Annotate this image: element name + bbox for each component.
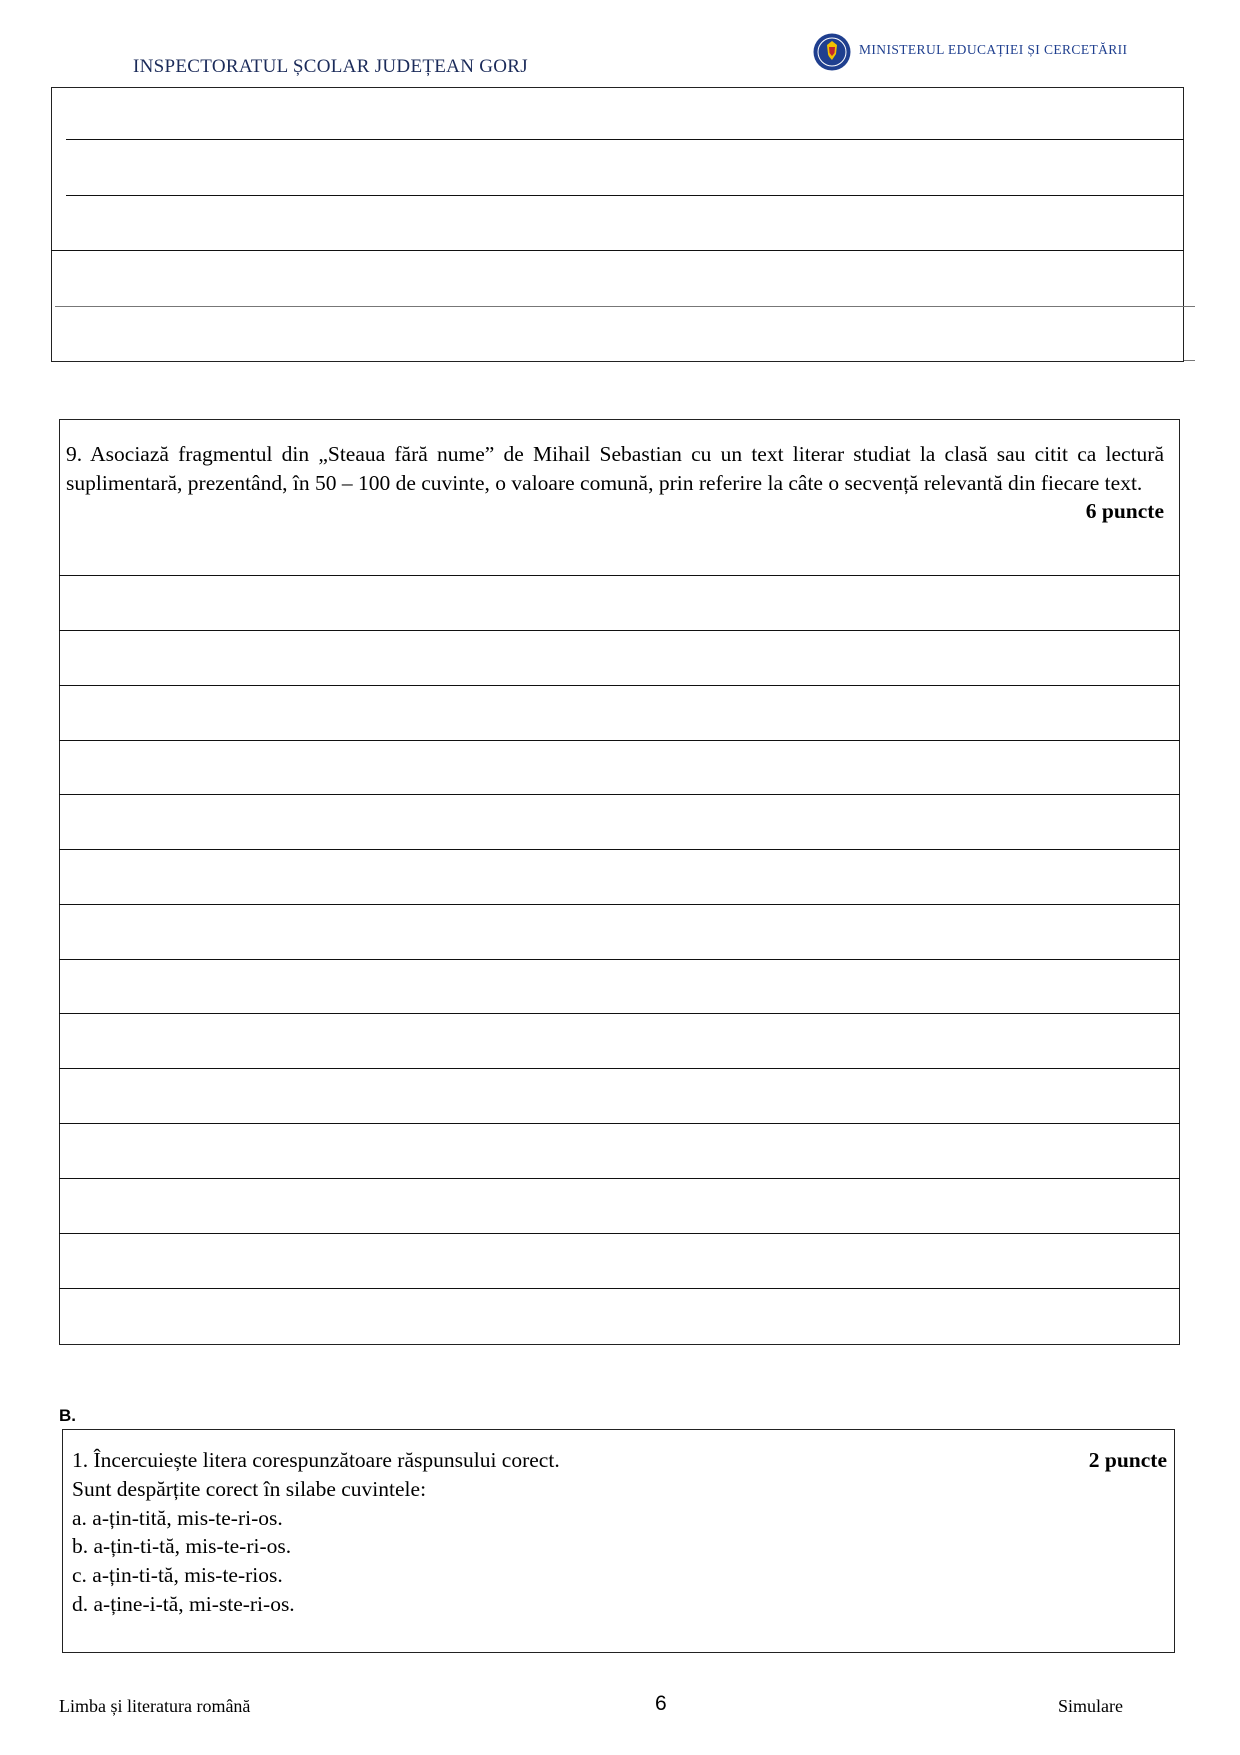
answer-line: [59, 685, 1180, 686]
answer-line: [55, 306, 1195, 307]
answer-option-a[interactable]: a. a-țin-tită, mis-te-ri-os.: [72, 1505, 283, 1530]
answer-line: [59, 1123, 1180, 1124]
answer-line: [59, 740, 1180, 741]
answer-line: [59, 959, 1180, 960]
answer-line: [66, 139, 1184, 140]
section-b-label: B.: [59, 1406, 76, 1425]
answer-option-b[interactable]: b. a-țin-ti-tă, mis-te-ri-os.: [72, 1534, 292, 1559]
answer-line: [59, 1233, 1180, 1234]
answer-line: [59, 1013, 1180, 1014]
answer-box-top: [51, 87, 1184, 362]
answer-line: [59, 575, 1180, 576]
header-inspectorate-title: INSPECTORATUL ȘCOLAR JUDEȚEAN GORJ: [133, 56, 528, 77]
question-9-points: 6 puncte: [1085, 499, 1164, 523]
answer-line: [1184, 360, 1195, 361]
answer-line: [59, 1068, 1180, 1069]
question-b1-content: [72, 1446, 1167, 1619]
coat-of-arms-icon: [812, 32, 852, 72]
question-9-text: [66, 440, 1164, 526]
answer-line: [59, 794, 1180, 795]
answer-option-d[interactable]: d. a-ține-i-tă, mi-ste-ri-os.: [72, 1591, 295, 1616]
answer-line: [59, 1178, 1180, 1179]
footer-page-number: 6: [655, 1692, 667, 1715]
footer-exam-type: Simulare: [1058, 1696, 1123, 1716]
question-9-statement: 9. Asociază fragmentul din „Steaua fără nume” de Mihail Sebastian cu un text literar studiat la clasă sau citit ca lectură suplimentară, prezentând, în 50 – 100 de cuvinte, o valoare comună, prin referire la câte o secvență relevantă din fiecare text.: [66, 442, 1164, 495]
answer-option-c[interactable]: c. a-țin-ti-tă, mis-te-rios.: [72, 1563, 283, 1588]
question-b1-prompt: Sunt despărțite corect în silabe cuvintele:: [72, 1476, 427, 1501]
question-b1-title: 1. Încercuiește litera corespunzătoare răspunsului corect.: [72, 1448, 560, 1472]
answer-line: [59, 630, 1180, 631]
answer-line: [59, 904, 1180, 905]
answer-line: [59, 1288, 1180, 1289]
answer-line: [59, 849, 1180, 850]
question-9-box: [59, 419, 1180, 1345]
answer-line: [66, 195, 1184, 196]
footer-subject: Limba și literatura română: [59, 1696, 251, 1716]
answer-line: [51, 250, 1184, 251]
header-ministry-title: MINISTERUL EDUCAȚIEI ȘI CERCETĂRII: [859, 42, 1128, 57]
question-b1-points: 2 puncte: [1088, 1448, 1167, 1472]
